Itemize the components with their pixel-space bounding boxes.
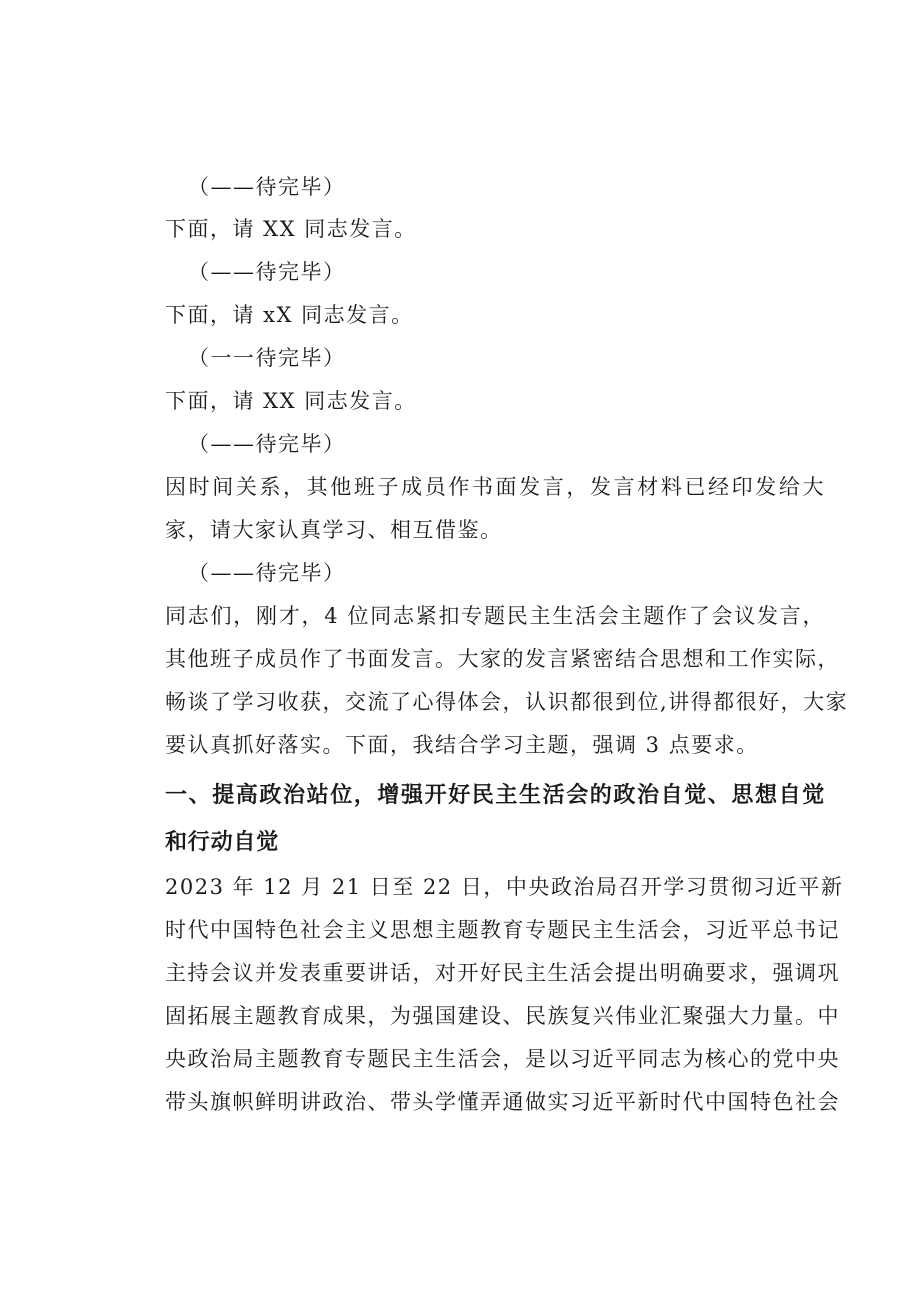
section-heading: 和行动自觉 <box>165 830 280 855</box>
speaker-invite: 下面，请 XX 同志发言。 <box>165 389 417 413</box>
section-heading: 一、提高政治站位，增强开好民主生活会的政治自觉、思想自觉 <box>165 783 825 808</box>
paragraph-line: 主持会议并发表重要讲话，对开好民主生活会提出明确要求，强调巩 <box>165 961 840 985</box>
paragraph-line: 同志们，刚才，4 位同志紧扣专题民主生活会主题作了会议发言， <box>165 604 825 628</box>
paragraph-line: 家，请大家认真学习、相互借鉴。 <box>165 518 503 542</box>
paragraph-line: 因时间关系，其他班子成员作书面发言，发言材料已经印发给大 <box>165 475 825 499</box>
pause-note: （——待完毕） <box>188 561 346 585</box>
paragraph-line: 带头旗帜鲜明讲政治、带头学懂弄通做实习近平新时代中国特色社会 <box>165 1090 840 1114</box>
paragraph-line: 固拓展主题教育成果，为强国建设、民族复兴伟业汇聚强大力量。中 <box>165 1004 840 1028</box>
paragraph-line: 2023 年 12 月 21 日至 22 日，中央政治局召开学习贯彻习近平新 <box>165 875 844 899</box>
speaker-invite: 下面，请 xX 同志发言。 <box>165 303 414 327</box>
pause-note: （——待完毕） <box>188 432 346 456</box>
pause-note: （——待完毕） <box>188 175 346 199</box>
speaker-invite: 下面，请 XX 同志发言。 <box>165 217 417 241</box>
paragraph-line: 央政治局主题教育专题民主生活会，是以习近平同志为核心的党中央 <box>165 1047 840 1071</box>
paragraph-line: 时代中国特色社会主义思想主题教育专题民主生活会，习近平总书记 <box>165 918 840 942</box>
paragraph-line: 要认真抓好落实。下面，我结合学习主题，强调 3 点要求。 <box>165 733 759 757</box>
pause-note: （一一待完毕） <box>188 346 346 370</box>
paragraph-line: 畅谈了学习收获，交流了心得体会，认识都很到位,讲得都很好，大家 <box>165 690 849 714</box>
pause-note: （——待完毕） <box>188 260 346 284</box>
paragraph-line: 其他班子成员作了书面发言。大家的发言紧密结合思想和工作实际， <box>165 647 840 671</box>
